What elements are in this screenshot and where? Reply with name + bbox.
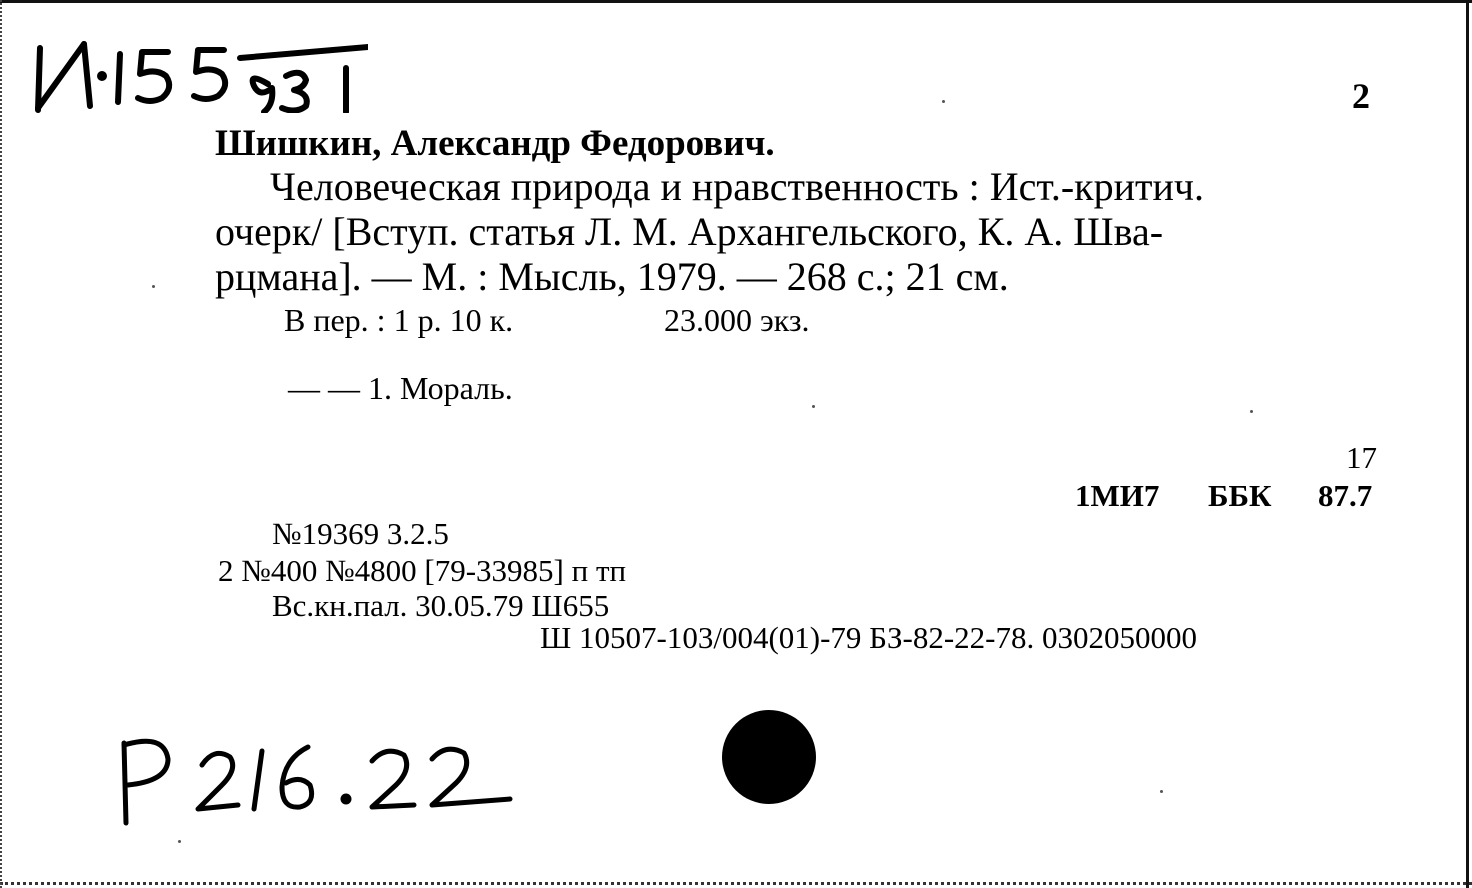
handwritten-shelf-mark [110, 725, 530, 855]
binding-price: В пер. : 1 р. 10 к. [284, 302, 514, 338]
card-right-edge [1466, 0, 1469, 888]
technical-line-1: №19369 3.2.5 [272, 516, 449, 551]
scan-speck [812, 405, 815, 408]
scan-speck [152, 285, 155, 288]
scan-speck [1160, 790, 1163, 793]
punch-hole [722, 710, 816, 804]
subject-heading: — — 1. Мораль. [288, 370, 513, 406]
technical-line-3: Вс.кн.пал. 30.05.79 Ш655 [272, 588, 610, 623]
card-number: 2 [1352, 76, 1370, 116]
author-heading: Шишкин, Александр Федорович. [215, 123, 775, 164]
title-line-3: рцмана]. — М. : Мысль, 1979. — 268 с.; 21 см. [215, 254, 1009, 299]
card-left-edge [0, 0, 4, 888]
print-run: 23.000 экз. [664, 302, 810, 338]
scan-speck [178, 840, 181, 843]
bbk-value: 87.7 [1318, 478, 1373, 513]
technical-line-4: Ш 10507-103/004(01)-79 БЗ-82-22-78. 0302050000 [540, 620, 1197, 655]
handwritten-inventory-number [28, 18, 368, 113]
title-line-2: очерк/ [Вступ. статья Л. М. Архангельского, К. А. Шва- [215, 209, 1164, 254]
bbk-label: ББК [1208, 478, 1272, 513]
title-line-1: Человеческая природа и нравственность : Ист.-критич. [270, 164, 1205, 209]
classification-number: 17 [1346, 440, 1377, 475]
scan-speck [1250, 410, 1253, 413]
technical-line-2: 2 №400 №4800 [79-33985] п тп [218, 553, 627, 588]
card-top-edge [0, 0, 1472, 3]
classification-code: 1МИ7 [1075, 478, 1160, 513]
scan-speck [942, 100, 945, 103]
card-bottom-edge [0, 882, 1472, 885]
